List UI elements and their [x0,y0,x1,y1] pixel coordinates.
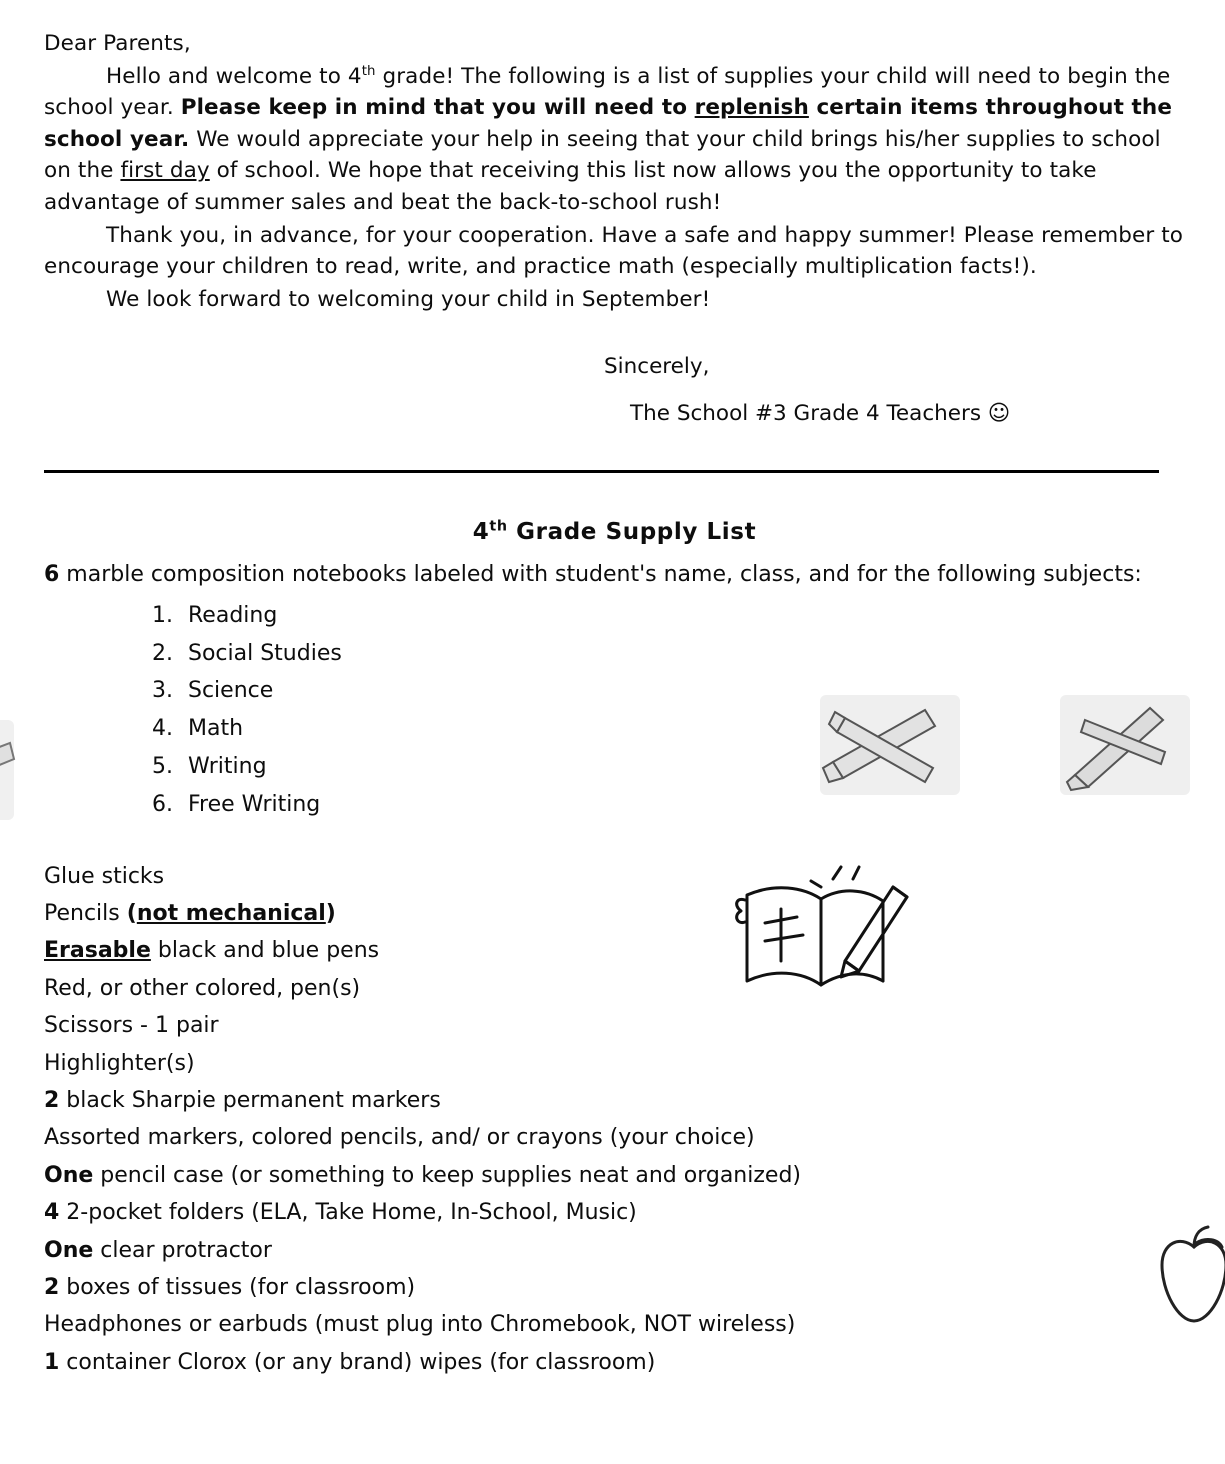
para1-ordinal-suffix: th [361,63,376,79]
title-grade-number: 4 [472,518,490,545]
letter-paragraph-2: Thank you, in advance, for your cooperation. Have a safe and happy summer! Please remember to encourage your children to read, write, and practice math (especially multiplication facts!). [44,222,1184,280]
para1-bold-b: certain items throughout the school year. [44,95,1173,152]
item-text: container Clorox (or any brand) wipes (for classroom) [59,1349,656,1375]
item-bold: 4 [44,1200,60,1226]
list-item [44,1269,1185,1306]
item-text: 2-pocket folders (ELA, Take Home, In-School, Music) [59,1200,637,1226]
closing-line: Sincerely, [604,354,710,380]
supply-list-title [44,519,1185,545]
list-item [44,1344,1185,1381]
partial-clipart-left-edge-icon [0,715,24,825]
item-text: Glue sticks [44,863,165,889]
title-ordinal-suffix: th [489,518,508,535]
item-paren-open: ( [126,901,137,927]
list-item [44,932,1185,969]
item-bold: 1 [44,1349,60,1375]
letter-paragraph-1 [44,61,1185,219]
item-text: Assorted markers, colored pencils, and/ or crayons (your choice) [44,1125,755,1151]
list-item [44,1306,1185,1343]
signature-block [44,351,1185,430]
para1-part-b: grade! The following is a list of supplies your child will need to begin the school year. [44,63,1171,121]
list-item: 2. Social Studies [180,635,1185,673]
item-text: clear protractor [93,1237,272,1263]
item-bold: One [44,1162,94,1188]
pencil-ruler-icon [1055,690,1195,800]
erasable-underlined: Erasable [44,938,151,964]
list-item [44,1119,1185,1156]
list-item [44,1194,1185,1231]
list-item [44,858,1185,895]
item-paren-close: ) [325,901,336,927]
item-text: Pencils [44,901,127,927]
not-mechanical-underlined: not mechanical [136,901,326,927]
list-item [44,1007,1185,1044]
salutation: Dear Parents, [44,31,191,56]
item-text: boxes of tissues (for classroom) [59,1275,416,1300]
horizontal-divider [44,470,1159,473]
item-bold: One [44,1237,94,1263]
item-text: Red, or other colored, pen(s) [44,975,361,1001]
list-item: 1. Reading [180,597,1185,635]
item-bold: 2 [44,1088,60,1114]
crossed-pencils-icon [815,690,965,800]
para1-part-d: of school. We hope that receiving this list now allows you the opportunity to take advantage of summer sales and beat the back-to-school rush! [44,158,1097,215]
list-item [44,1045,1185,1082]
title-rest: Grade Supply List [507,518,757,545]
apple-icon [1150,1225,1225,1345]
first-day-underlined: first day [120,158,210,184]
notebook-intro [44,559,1185,591]
item-text: black Sharpie permanent markers [59,1088,441,1114]
list-item: 3. Science [180,672,1185,710]
para1-part-c: We would appreciate your help in seeing that your child brings his/her supplies to school on the [44,126,1161,184]
letter-paragraph-3: We look forward to welcoming your child in September! [106,286,711,312]
item-bold [127,901,336,926]
list-item [44,895,1185,932]
subject-list [44,597,1185,824]
notebook-intro-text: marble composition notebooks labeled with student's name, class, and for the following subjects: [59,561,1142,587]
para1-part-a: Hello and welcome to 4 [106,63,362,89]
list-item: 6. Free Writing [180,786,1185,824]
replenish-underlined: replenish [694,95,809,121]
open-book-with-pen-icon [725,865,925,1025]
list-item [44,1157,1185,1194]
supply-items-list [44,858,1185,1381]
list-item [44,1082,1185,1119]
item-text: Scissors - 1 pair [44,1013,219,1039]
signature-line: The School #3 Grade 4 Teachers ☺ [630,400,1011,426]
item-bold: 2 [44,1275,60,1300]
list-item [44,970,1185,1007]
para1-bold-a: Please keep in mind that you will need to [180,95,695,121]
letter-body [44,28,1185,315]
list-item [44,1232,1185,1269]
list-item: 4. Math [180,710,1185,748]
item-text: Headphones or earbuds (must plug into Chromebook, NOT wireless) [44,1312,796,1338]
notebook-count: 6 [44,561,60,587]
item-text: Highlighter(s) [44,1050,195,1076]
item-text: black and blue pens [150,938,380,964]
item-text: pencil case (or something to keep supplies neat and organized) [93,1162,801,1188]
list-item: 5. Writing [180,748,1185,786]
